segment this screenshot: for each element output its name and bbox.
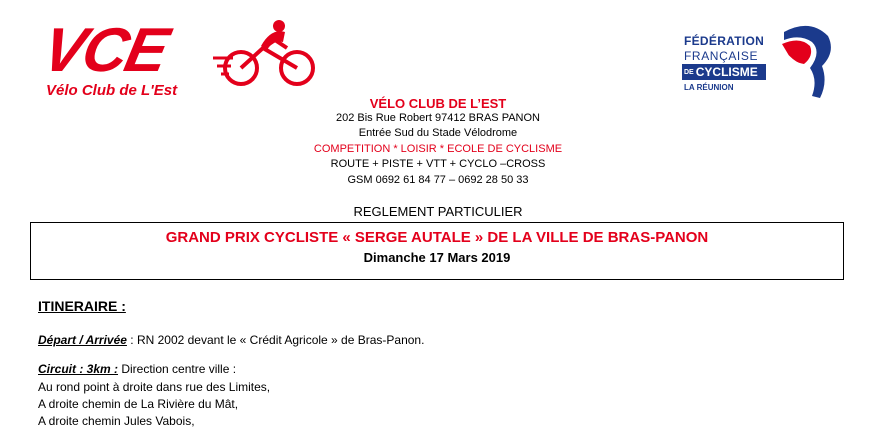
cyclist-icon (213, 18, 323, 88)
race-title: GRAND PRIX CYCLISTE « SERGE AUTALE » DE LA VILLE DE BRAS-PANON (165, 229, 709, 246)
race-date: Dimanche 17 Mars 2019 (363, 250, 511, 265)
reglement-heading: REGLEMENT PARTICULIER (353, 204, 523, 219)
route-line: Au rond point à droite dans rue des Limites, (38, 380, 271, 394)
circuit-label: Circuit : 3km : (38, 362, 119, 376)
circuit-line (38, 362, 236, 376)
route-line: A droite chemin de La Rivière du Mât, (38, 397, 239, 411)
ffc-logo (676, 22, 836, 102)
ffc-logo-line2: FRANÇAISE (684, 49, 759, 63)
ffc-logo-line3 (684, 64, 758, 81)
depart-text: : RN 2002 devant le « Crédit Agricole » de Bras-Panon. (126, 333, 425, 347)
club-activities: COMPETITION * LOISIR * ECOLE DE CYCLISME (313, 143, 563, 155)
itineraire-heading: ITINERAIRE : (38, 298, 126, 314)
ffc-logo-line3-text: CYCLISME (695, 65, 758, 79)
depart-line (38, 333, 424, 347)
club-disciplines: ROUTE + PISTE + VTT + CYCLO –CROSS (330, 158, 546, 170)
depart-label: Départ / Arrivée (38, 333, 127, 347)
route-line: A droite chemin Jules Vabois, (38, 414, 195, 428)
ffc-swoosh-icon (770, 22, 836, 102)
club-entry: Entrée Sud du Stade Vélodrome (358, 127, 518, 139)
ffc-logo-line3-prefix: DE (684, 68, 694, 76)
club-address: 202 Bis Rue Robert 97412 BRAS PANON (335, 112, 540, 124)
race-title-box (30, 222, 844, 280)
ffc-logo-line1: FÉDÉRATION (684, 34, 765, 48)
circuit-text: Direction centre ville : (118, 362, 237, 376)
ffc-logo-line4: LA RÉUNION (684, 83, 734, 92)
vce-logo (38, 18, 318, 104)
vce-logo-letters: VCE (36, 16, 173, 85)
club-phone: GSM 0692 61 84 77 – 0692 28 50 33 (347, 174, 529, 186)
club-name: VÉLO CLUB DE L’EST (369, 96, 507, 111)
vce-logo-subtitle: Vélo Club de L'Est (46, 82, 178, 99)
